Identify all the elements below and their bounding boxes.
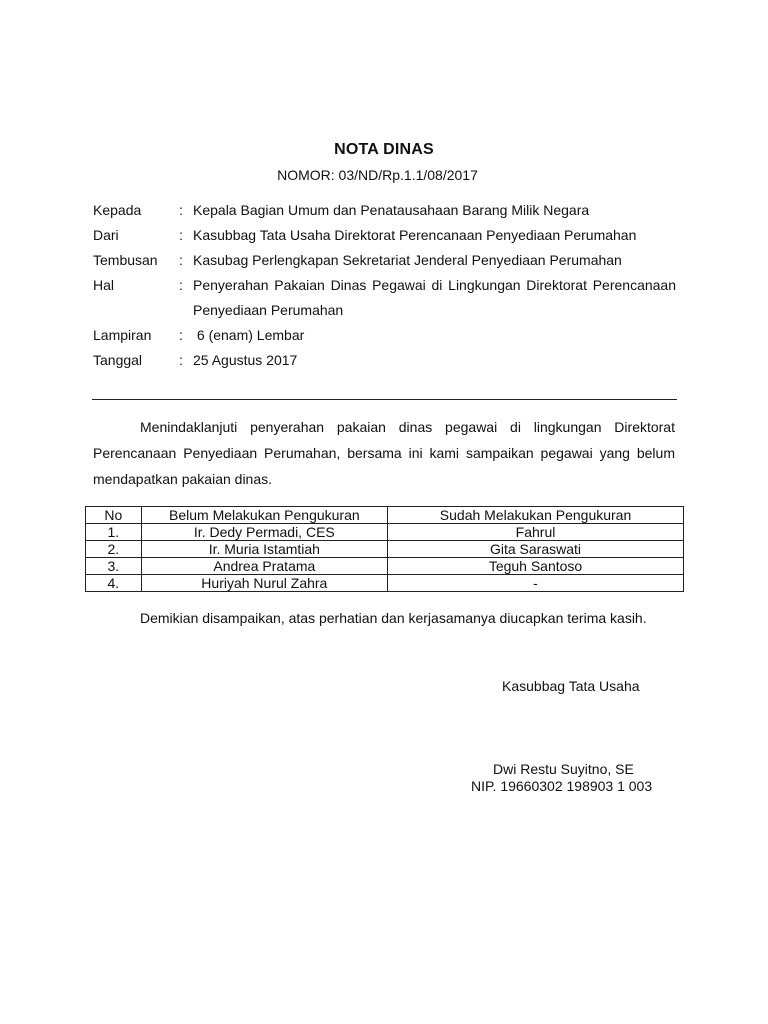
cell-no: 2. — [86, 541, 142, 558]
cell-belum: Ir. Dedy Permadi, CES — [141, 524, 387, 541]
table-row — [86, 558, 684, 575]
cell-sudah: Gita Saraswati — [388, 541, 684, 558]
cell-sudah: Teguh Santoso — [388, 558, 684, 575]
field-kepada — [93, 198, 676, 223]
field-colon: : — [179, 277, 183, 293]
cell-belum: Huriyah Nurul Zahra — [141, 575, 387, 592]
cell-sudah: Fahrul — [388, 524, 684, 541]
document-title: NOTA DINAS — [334, 141, 434, 158]
field-colon: : — [179, 227, 183, 243]
column-header-belum: Belum Melakukan Pengukuran — [141, 507, 387, 524]
field-value: Kasubag Perlengkapan Sekretariat Jenderal Penyediaan Perumahan — [193, 252, 622, 268]
memo-header-fields — [93, 198, 676, 373]
field-value: Kepala Bagian Umum dan Penatausahaan Barang Milik Negara — [193, 202, 590, 218]
table-row — [86, 575, 684, 592]
cell-no: 4. — [86, 575, 142, 592]
field-label: Hal — [93, 277, 115, 293]
table-header-row — [86, 507, 684, 524]
field-colon: : — [179, 327, 183, 343]
body-paragraph-intro: Menindaklanjuti penyerahan pakaian dinas pegawai di lingkungan Direktorat Perencanaan Penyediaan Perumahan, bersama ini kami sampaikan pegawai yang belum mendapatkan pakaian dinas. — [93, 419, 675, 487]
field-colon: : — [179, 352, 183, 368]
staff-measurement-table — [85, 506, 684, 592]
cell-sudah: - — [388, 575, 684, 592]
field-value: 6 (enam) Lembar — [193, 327, 305, 343]
signatory-position: Kasubbag Tata Usaha — [502, 678, 640, 694]
document-number: NOMOR: 03/ND/Rp.1.1/08/2017 — [277, 167, 478, 183]
header-divider — [92, 399, 677, 400]
cell-belum: Andrea Pratama — [141, 558, 387, 575]
cell-belum: Ir. Muria Istamtiah — [141, 541, 387, 558]
field-value: Penyerahan Pakaian Dinas Pegawai di Lingkungan Direktorat Perencanaan Penyediaan Perumahan — [193, 277, 676, 318]
field-value: Kasubbag Tata Usaha Direktorat Perencanaan Penyediaan Perumahan — [193, 227, 637, 243]
cell-no: 3. — [86, 558, 142, 575]
field-hal — [93, 273, 676, 323]
table-row — [86, 541, 684, 558]
column-header-sudah: Sudah Melakukan Pengukuran — [388, 507, 684, 524]
cell-no: 1. — [86, 524, 142, 541]
field-label: Kepada — [93, 202, 142, 218]
column-header-no: No — [86, 507, 142, 524]
field-dari — [93, 223, 676, 248]
field-tanggal — [93, 348, 676, 373]
field-label: Dari — [93, 227, 119, 243]
table-row — [86, 524, 684, 541]
field-label: Lampiran — [93, 327, 152, 343]
field-label: Tembusan — [93, 252, 158, 268]
signatory-name: Dwi Restu Suyitno, SE — [493, 761, 634, 777]
field-colon: : — [179, 252, 183, 268]
field-label: Tanggal — [93, 352, 143, 368]
body-paragraph-closing: Demikian disampaikan, atas perhatian dan kerjasamanya diucapkan terima kasih. — [140, 610, 647, 626]
field-colon: : — [179, 202, 183, 218]
field-lampiran — [93, 323, 676, 348]
field-value: 25 Agustus 2017 — [193, 352, 298, 368]
signatory-nip: NIP. 19660302 198903 1 003 — [471, 778, 653, 794]
field-tembusan — [93, 248, 676, 273]
